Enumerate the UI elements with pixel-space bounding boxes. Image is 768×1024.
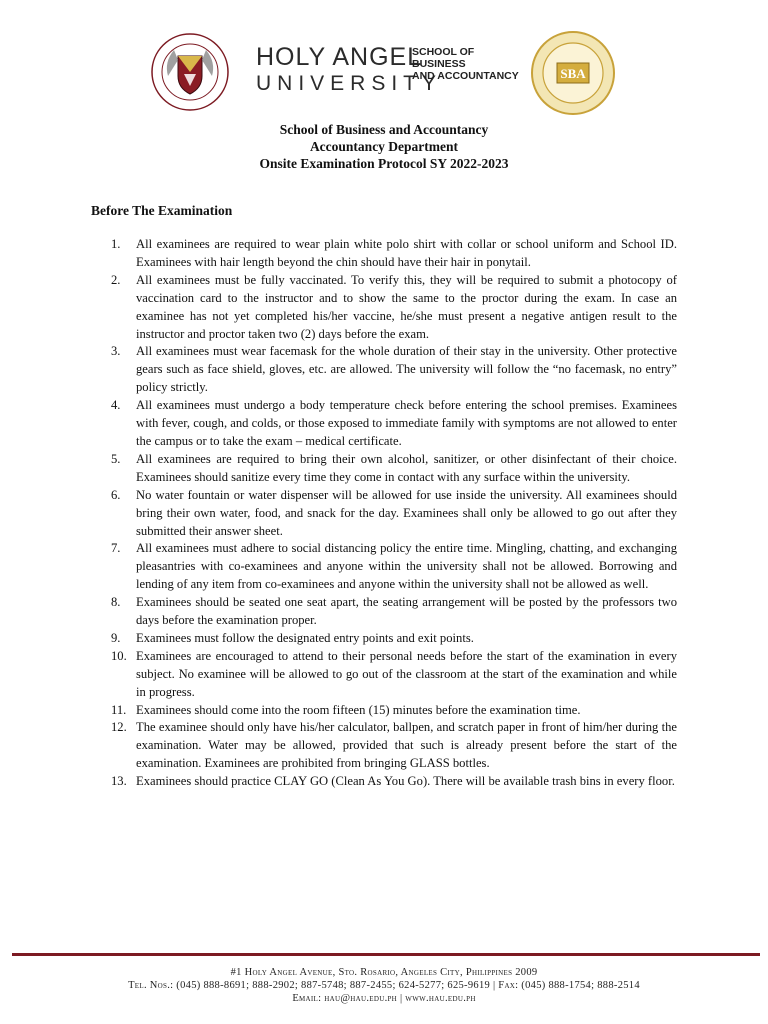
list-item-text: All examinees are required to wear plain white polo shirt with collar or school uniform and School ID. Examinees with hair length beyond the chin should have their hair in ponytail. [136,237,677,269]
list-item-number: 10. [111,648,127,663]
list-item [91,773,677,791]
footer-phones: Tel. Nos.: (045) 888-8691; 888-2902; 887-5748; 887-2455; 624-5277; 625-9619 | Fax: (045) 888-1754; 888-2514 [128,980,640,991]
document-titles [0,121,768,172]
brand-line-2: UNIVERSITY [256,72,443,95]
brand-line-1: HOLY ANGEL [256,43,423,71]
list-item-number: 4. [111,398,121,413]
list-item-number: 12. [111,720,127,735]
school-tag [412,46,519,82]
list-item-text: All examinees must undergo a body temperature check before entering the school premises. Examinees with fever, cough, and colds, or those exposed to immediate family with symptoms are not allowed to enter the campus or to take the exam – medical certificate. [136,398,677,448]
list-item-number: 5. [111,451,121,466]
letterhead [0,28,768,118]
list-item [91,702,677,720]
list-item [91,540,677,594]
list-item-number: 6. [111,487,121,502]
list-item-text: All examinees are required to bring their own alcohol, sanitizer, or other disinfectant of their choice. Examinees should sanitize every time they come in contact with any surface within the university. [136,451,677,484]
list-item-number: 9. [111,630,121,645]
university-seal-logo [150,32,230,112]
list-item [91,648,677,702]
list-item [91,594,677,630]
footer-address: #1 Holy Angel Avenue, Sto. Rosario, Angeles City, Philippines 2009 [230,967,538,978]
title-school: School of Business and Accountancy [279,122,489,137]
list-item-number: 1. [111,237,121,251]
list-item-text: All examinees must wear facemask for the whole duration of their stay in the university. Other protective gears such as face shield, gloves, etc. are allowed. The university will follow the “no facemask, no entry” policy strictly. [136,344,677,395]
sba-seal-logo [530,30,616,116]
school-tag-line: BUSINESS [412,58,466,70]
school-tag-line: AND ACCOUNTANCY [412,70,519,82]
list-item [91,719,677,773]
protocol-list [91,236,677,791]
list-item-text: Examinees should practice CLAY GO (Clean As You Go). There will be available trash bins in every floor. [136,774,675,789]
list-item [91,451,677,487]
list-item [91,397,677,451]
list-item-number: 8. [111,595,121,610]
list-item [91,272,677,344]
list-item-number: 7. [111,541,121,556]
list-item-text: No water fountain or water dispenser will be allowed for use inside the university. All examinees should bring their own water, food, and snack for the day. Examinees shall only be allowed to go out after they submitted their answer sheet. [136,487,677,538]
list-item-text: All examinees must adhere to social distancing policy the entire time. Mingling, chatting, and exchanging pleasantries with co-examinees and anyone within the university shall not be allowed. Borrowing and lending of any item from co-examinees and anyone within the university shall not be allowed as well. [136,541,677,592]
list-item [91,343,677,397]
list-item-text: All examinees must be fully vaccinated. To verify this, they will be required to submit a photocopy of vaccination card to the instructor and to show the same to the proctor during the exam. In case an examinee has not yet completed his/her vaccine, he/she must present a negative antigen result to the instructor and proctor taken two (2) days before the exam. [136,272,677,341]
section-heading: Before The Examination [91,203,233,218]
title-department: Accountancy Department [309,139,459,154]
footer-divider [12,953,760,956]
title-protocol: Onsite Examination Protocol SY 2022-2023 [259,156,509,171]
list-item-number: 3. [111,344,121,359]
list-item [91,630,677,648]
list-item [91,236,677,272]
footer-contact: Email: hau@hau.edu.ph | www.hau.edu.ph [292,993,476,1004]
list-item-text: Examinees are encouraged to attend to their personal needs before the start of the examination in every subject. No examinee will be allowed to go out of the classroom at the start of the examination and while in progress. [136,648,677,699]
list-item [91,487,677,541]
list-item-text: Examinees must follow the designated entry points and exit points. [136,630,474,645]
list-item-text: The examinee should only have his/her calculator, ballpen, and scratch paper in front of him/her during the examination. Water may be allowed, provided that such is already present before the start of the examination. Examinees are prohibited from bringing GLASS bottles. [136,720,677,771]
footer [0,966,768,1005]
list-item-text: Examinees should come into the room fifteen (15) minutes before the examination time. [136,702,581,717]
list-item-number: 11. [111,702,127,717]
list-item-text: Examinees should be seated one seat apart, the seating arrangement will be posted by the professors two days before the examination proper. [136,595,677,628]
school-tag-line: SCHOOL OF [412,46,475,58]
list-item-number: 13. [111,774,127,789]
svg-text:SBA: SBA [560,66,586,81]
list-item-number: 2. [111,272,121,287]
